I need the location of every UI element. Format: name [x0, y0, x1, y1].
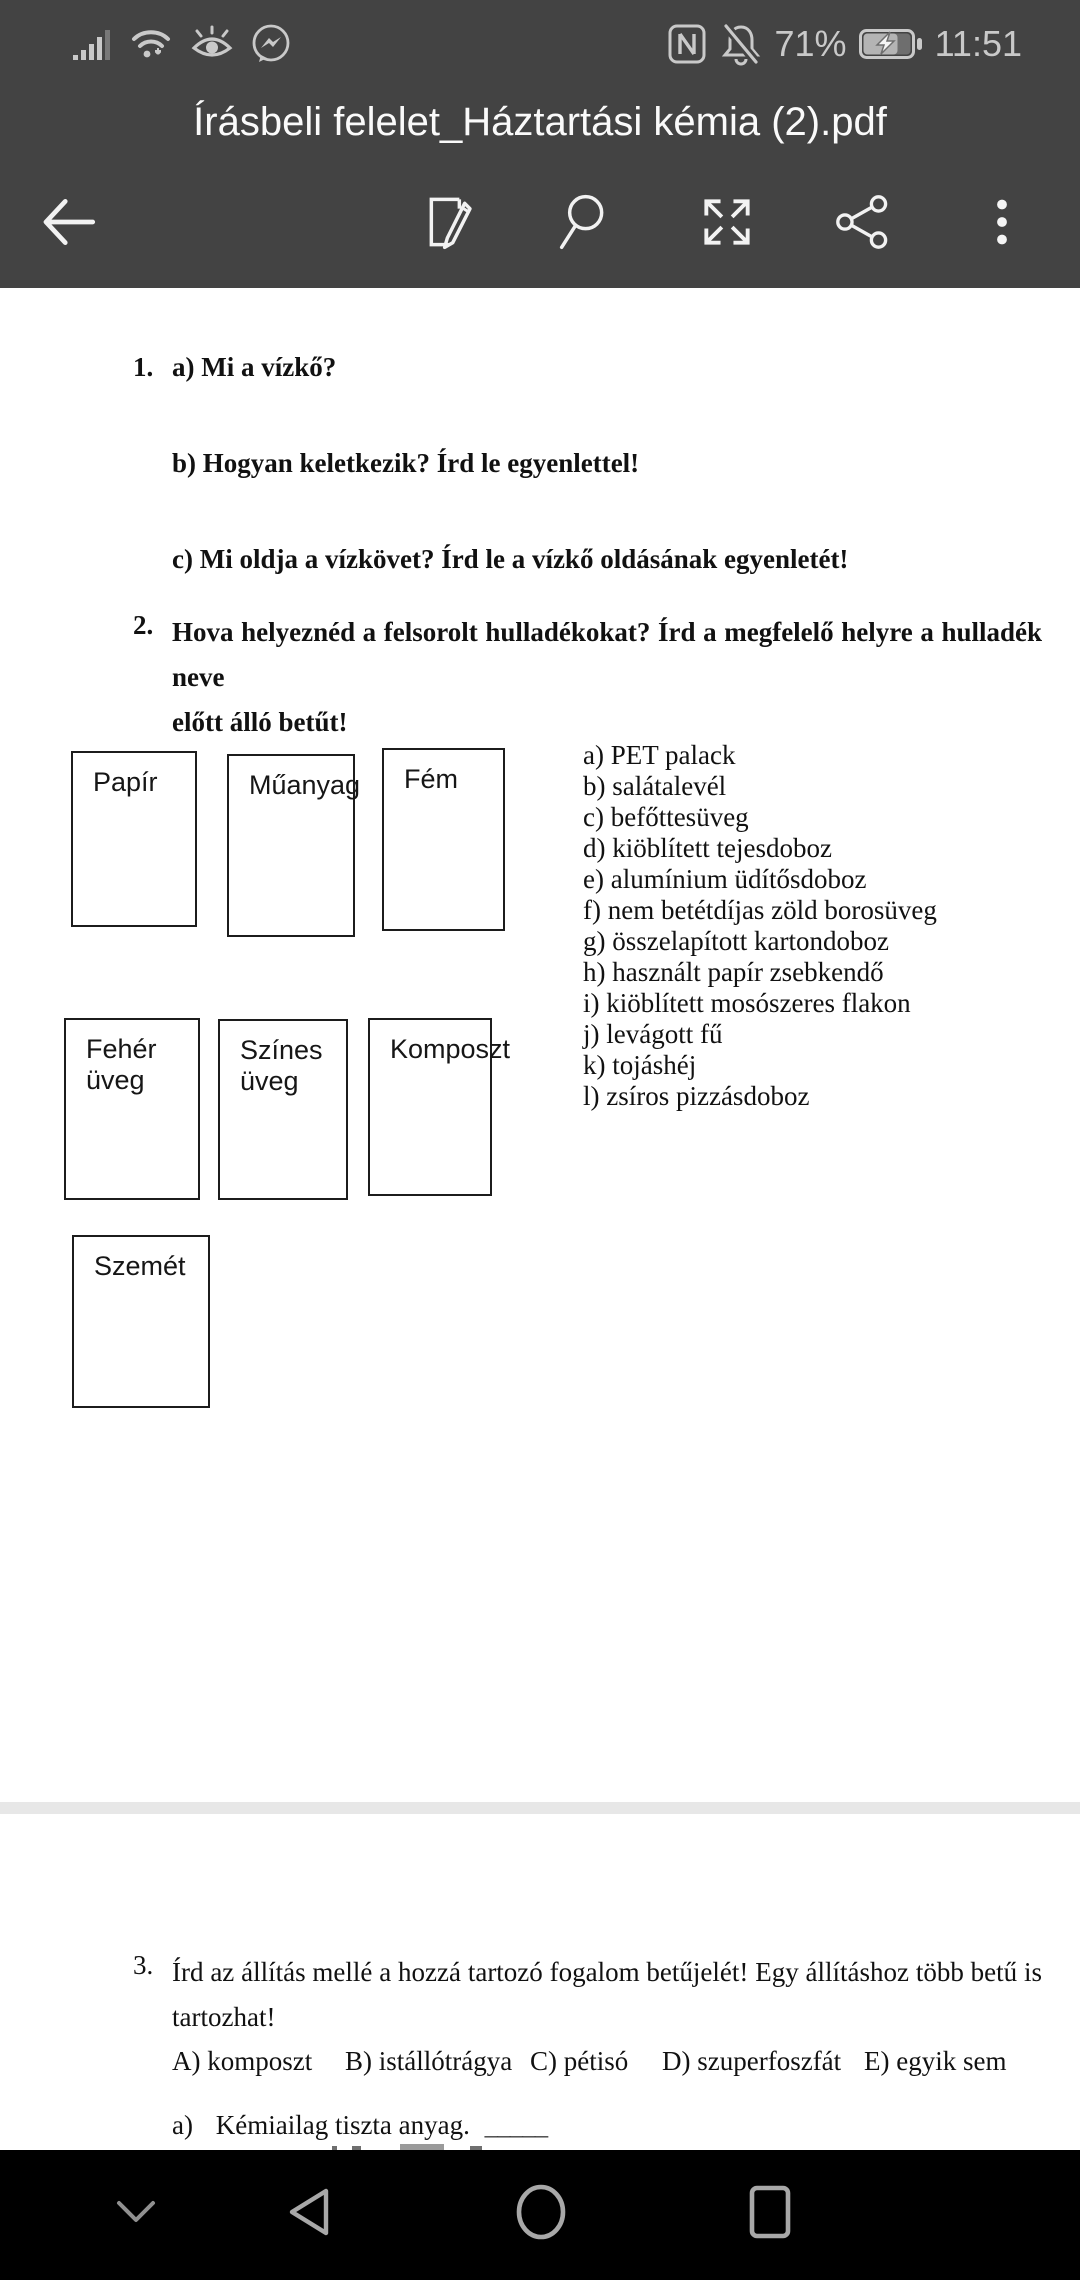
q3-line1: Írd az állítás mellé a hozzá tartozó fogalom betűjelét! Egy állításhoz több betű is [172, 1957, 1042, 1987]
navigation-bar [0, 2150, 1080, 2280]
bin-muanyag [227, 754, 361, 937]
q1-number: 1. [133, 352, 154, 382]
q3-option-d: D) szuperfoszfát [662, 2046, 842, 2076]
q2-line1: Hova helyeznéd a felsorolt hulladékokat? Írd a megfelelő helyre a hulladék neve [172, 617, 1042, 692]
wifi-icon [130, 22, 176, 66]
statement-a-label: a) [172, 2110, 193, 2140]
battery-percent: 71% [774, 23, 847, 64]
q3-text [172, 1950, 1042, 2040]
bin-szines-uveg [218, 1019, 348, 1200]
q2-number: 2. [133, 610, 154, 640]
page-separator [0, 1802, 1080, 1814]
signal-strength-icon [72, 22, 118, 66]
bin-szemet-label: Szemét [94, 1251, 186, 1281]
q3-option-a: A) komposzt [172, 2046, 313, 2076]
back-arrow-icon[interactable] [35, 189, 101, 255]
waste-item: i) kiöblített mosószeres flakon [583, 988, 911, 1018]
messenger-icon [248, 22, 294, 66]
fullscreen-icon[interactable] [696, 191, 758, 253]
q3-option-c: C) pétisó [530, 2046, 629, 2076]
q3-option-b: B) istállótrágya [345, 2046, 513, 2076]
notifications-off-icon [719, 22, 763, 66]
eye-comfort-icon [188, 22, 236, 66]
app-bar [0, 0, 1080, 288]
bin-komposzt [368, 1018, 511, 1196]
status-icons-right [667, 22, 1022, 66]
bin-feher-uveg [64, 1018, 200, 1200]
waste-item: l) zsíros pizzásdoboz [583, 1081, 810, 1111]
bin-feher-uveg-label: Fehér üveg [86, 1034, 157, 1095]
waste-item: j) levágott fű [583, 1019, 723, 1049]
q3-option-e: E) egyik sem [864, 2046, 1007, 2076]
q2-line2: előtt álló betűt! [172, 707, 348, 737]
bin-fem-label: Fém [404, 764, 458, 794]
nfc-icon [667, 22, 707, 66]
waste-item: d) kiöblített tejesdoboz [583, 833, 832, 863]
document-title: Írásbeli felelet_Háztartási kémia (2).pdf [193, 99, 887, 144]
annotate-icon[interactable] [414, 190, 478, 254]
home-icon[interactable] [513, 2182, 569, 2242]
recents-icon[interactable] [746, 2183, 794, 2241]
waste-item: b) salátalevél [583, 771, 727, 801]
q3-statement-a [172, 2110, 547, 2141]
waste-item: h) használt papír zsebkendő [583, 957, 884, 987]
bin-szines-uveg-label: Színes üveg [240, 1035, 323, 1096]
q3-number: 3. [133, 1950, 154, 1980]
back-icon[interactable] [284, 2185, 334, 2239]
q1b-text: b) Hogyan keletkezik? Írd le egyenlettel! [172, 448, 640, 478]
pdf-viewport[interactable] [0, 288, 1080, 2150]
q3-line2: tartozhat! [172, 2002, 276, 2032]
status-icons-left [72, 22, 294, 66]
bin-komposzt-label: Komposzt [390, 1034, 511, 1064]
waste-item: c) befőttesüveg [583, 802, 749, 832]
overflow-menu-icon[interactable] [974, 194, 1030, 250]
statement-a-text: Kémiailag tiszta anyag. [215, 2110, 470, 2140]
q1c-text: c) Mi oldja a vízkövet? Írd le a vízkő oldásának egyenletét! [172, 544, 849, 574]
bin-papir-label: Papír [93, 767, 158, 797]
clock: 11:51 [934, 23, 1022, 64]
share-icon[interactable] [832, 191, 894, 253]
waste-item: f) nem betétdíjas zöld borosüveg [583, 895, 937, 925]
title-bar [0, 84, 1080, 160]
waste-list [583, 740, 937, 1112]
bin-muanyag-label: Műanyag [249, 770, 361, 800]
waste-item: a) PET palack [583, 740, 736, 770]
bin-fem [382, 748, 505, 931]
q1a-text: a) Mi a vízkő? [172, 352, 337, 382]
waste-item: g) összelapított kartondoboz [583, 926, 889, 956]
waste-item: e) alumínium üdítősdoboz [583, 864, 867, 894]
search-icon[interactable] [555, 190, 619, 254]
status-bar [0, 0, 1080, 84]
bin-papir [71, 751, 197, 927]
waste-item: k) tojáshéj [583, 1050, 697, 1080]
battery-charging-icon [859, 27, 923, 61]
bin-szemet [72, 1235, 210, 1408]
q2-text [172, 610, 1042, 745]
hide-navbar-chevron-icon[interactable] [113, 2198, 159, 2226]
statement-a-blank: _____ [484, 2110, 548, 2140]
